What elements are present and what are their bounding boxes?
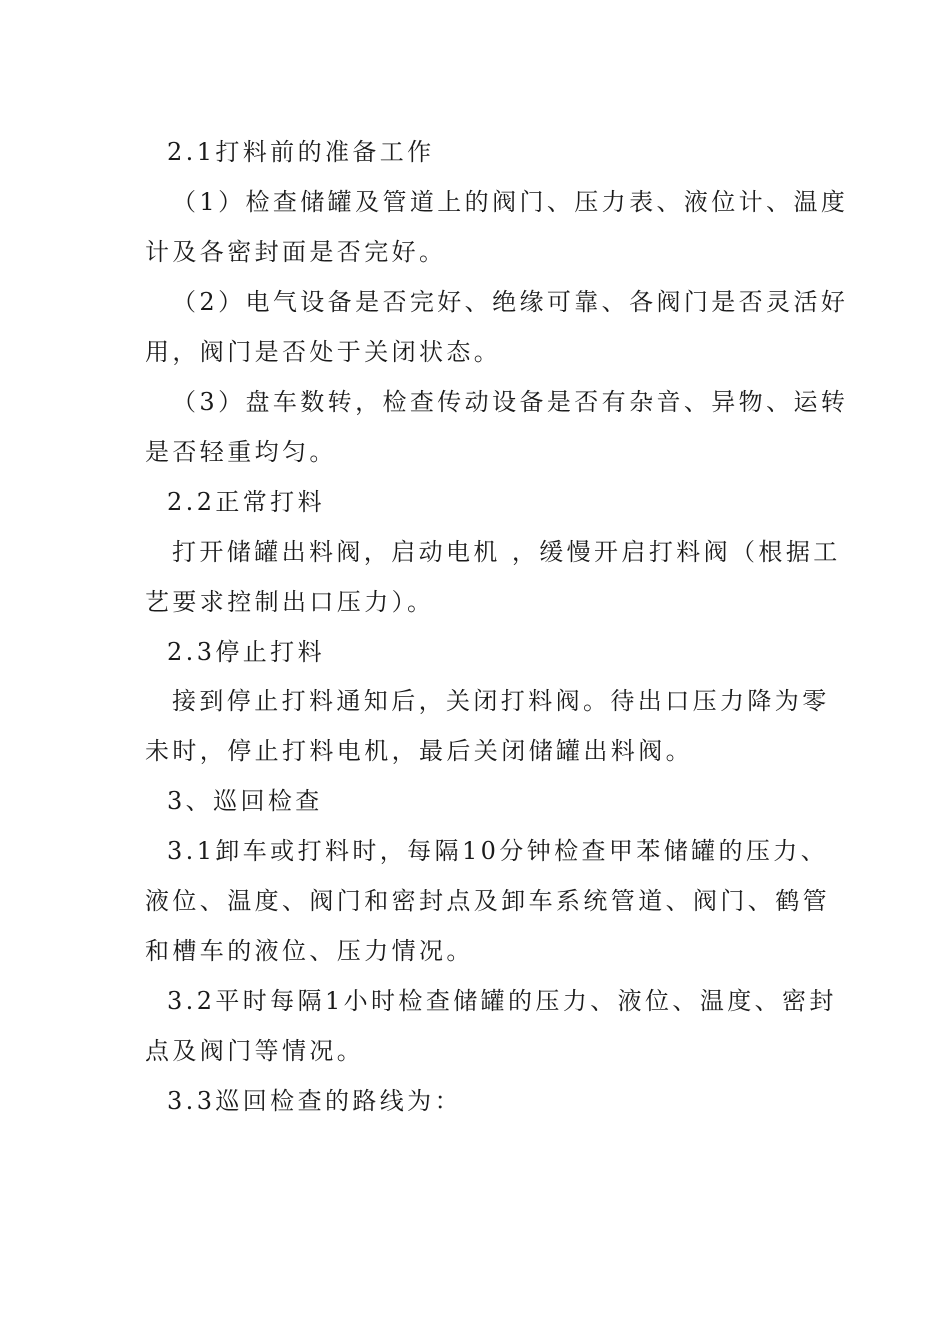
paragraph-line: 和槽车的液位、压力情况。 xyxy=(145,937,474,965)
paragraph-line: 用，阀门是否处于关闭状态。 xyxy=(145,338,502,366)
paragraph-line: 接到停止打料通知后，关闭打料阀。待出口压力降为零 xyxy=(172,687,830,715)
paragraph-line: 液位、温度、阀门和密封点及卸车系统管道、阀门、鹤管 xyxy=(145,887,830,915)
paragraph-line: （3）盘车数转，检查传动设备是否有杂音、异物、运转 xyxy=(172,388,849,416)
section-heading-2-2: 2.2正常打料 xyxy=(167,488,325,516)
paragraph-line: 艺要求控制出口压力）。 xyxy=(145,588,435,616)
paragraph-line: 3.3巡回检查的路线为： xyxy=(167,1087,462,1115)
section-heading-2-1: 2.1打料前的准备工作 xyxy=(167,138,435,166)
paragraph-line: 是否轻重均匀。 xyxy=(145,438,337,466)
paragraph-line: 计及各密封面是否完好。 xyxy=(145,238,447,266)
paragraph-line: （2）电气设备是否完好、绝缘可靠、各阀门是否灵活好 xyxy=(172,288,849,316)
paragraph-line: 打开储罐出料阀，启动电机 ，缓慢开启打料阀（根据工 xyxy=(172,538,841,566)
paragraph-line: （1）检查储罐及管道上的阀门、压力表、液位计、温度 xyxy=(172,188,849,216)
paragraph-line: 未时，停止打料电机，最后关闭储罐出料阀。 xyxy=(145,737,693,765)
paragraph-line: 点及阀门等情况。 xyxy=(145,1037,365,1065)
section-heading-3: 3、巡回检查 xyxy=(167,787,323,815)
paragraph-line: 3.1卸车或打料时，每隔10分钟检查甲苯储罐的压力、 xyxy=(167,837,829,865)
paragraph-line: 3.2平时每隔1小时检查储罐的压力、液位、温度、密封 xyxy=(167,987,837,1015)
section-heading-2-3: 2.3停止打料 xyxy=(167,638,325,666)
